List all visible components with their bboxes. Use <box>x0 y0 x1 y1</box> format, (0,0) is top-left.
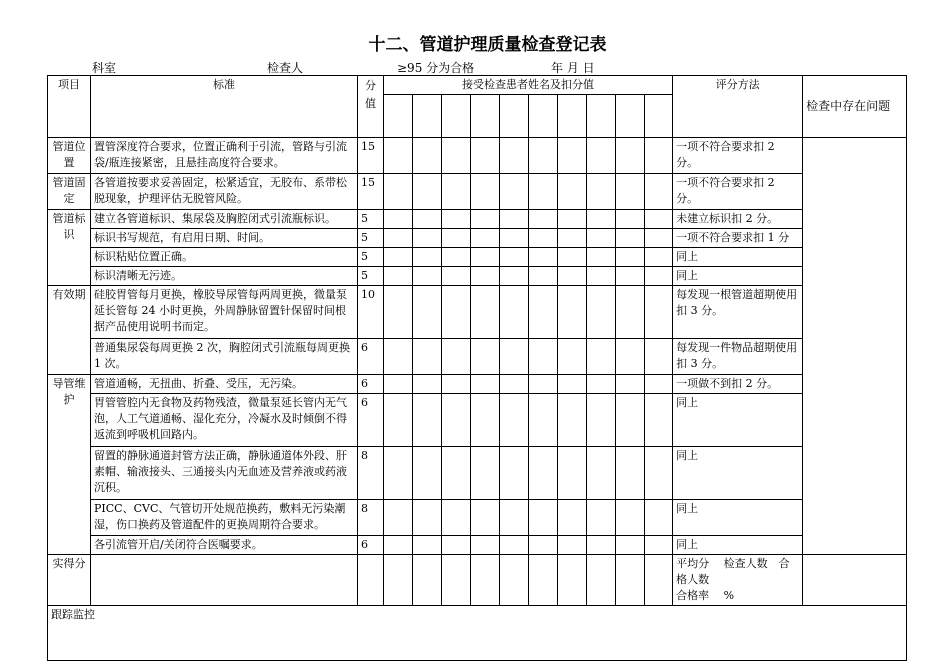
method-cell: 一项不符合要求扣 2 分。 <box>673 174 803 210</box>
deduction-cell[interactable] <box>500 229 529 248</box>
deduction-cell[interactable] <box>471 447 500 500</box>
deduction-cell[interactable] <box>413 375 442 394</box>
deduction-cell[interactable] <box>587 138 616 174</box>
deduction-cell[interactable] <box>471 536 500 555</box>
deduction-cell[interactable] <box>616 500 645 536</box>
header-method: 评分方法 <box>673 76 803 138</box>
deduction-cell[interactable] <box>442 375 471 394</box>
standard-cell: 标识粘贴位置正确。 <box>91 248 358 267</box>
deduction-cell[interactable] <box>384 339 413 375</box>
deduction-cell[interactable] <box>558 210 587 229</box>
standard-cell: 硅胶胃管每月更换，橡胶导尿管每两周更换，微量泵延长管每 24 小时更换，外周静脉留置针保留时间根据产品使用说明书而定。 <box>91 286 358 339</box>
table-row <box>48 339 907 375</box>
method-cell: 未建立标识扣 2 分。 <box>673 210 803 229</box>
tracking-cell[interactable] <box>48 606 907 661</box>
deduction-cell[interactable] <box>413 500 442 536</box>
method-cell: 同上 <box>673 267 803 286</box>
deduction-cell[interactable] <box>413 339 442 375</box>
deduction-cell[interactable] <box>442 286 471 339</box>
deduction-cell[interactable] <box>500 248 529 267</box>
deduction-cell[interactable] <box>587 174 616 210</box>
score-cell: 15 <box>358 138 384 174</box>
deduction-cell[interactable] <box>413 174 442 210</box>
form-title: 十二、管道护理质量检查登记表 <box>368 35 607 55</box>
standard-cell: PICC、CVC、气管切开处规范换药，敷料无污染潮湿，伤口换药及管道配件的更换周期符合要求。 <box>91 500 358 536</box>
deduction-cell[interactable] <box>616 229 645 248</box>
deduction-cell[interactable] <box>645 248 673 267</box>
method-cell: 一项不符合要求扣 1 分 <box>673 229 803 248</box>
deduction-cell[interactable] <box>529 286 558 339</box>
deduction-cell[interactable] <box>442 500 471 536</box>
deduction-cell[interactable] <box>558 248 587 267</box>
total-score-cell[interactable] <box>413 555 442 606</box>
deduction-cell[interactable] <box>616 267 645 286</box>
patient-score-cell[interactable] <box>558 95 587 138</box>
patient-score-cell[interactable] <box>616 95 645 138</box>
deduction-cell[interactable] <box>645 500 673 536</box>
method-cell: 同上 <box>673 500 803 536</box>
table-row <box>48 229 907 248</box>
summary-line-2: 合格率 % <box>676 589 735 602</box>
header-item: 项目 <box>48 76 91 138</box>
deduction-cell[interactable] <box>384 229 413 248</box>
standard-cell: 各管道按要求妥善固定，松紧适宜，无胶布、系带松脱现象，护理评估无脱管风险。 <box>91 174 358 210</box>
deduction-cell[interactable] <box>558 267 587 286</box>
deduction-cell[interactable] <box>645 375 673 394</box>
deduction-cell[interactable] <box>413 447 442 500</box>
deduction-cell[interactable] <box>645 267 673 286</box>
table-row <box>48 138 907 174</box>
method-cell: 同上 <box>673 447 803 500</box>
deduction-cell[interactable] <box>413 394 442 447</box>
header-issues: 检查中存在问题 <box>803 76 907 138</box>
total-label: 实得分 <box>48 555 91 606</box>
deduction-cell[interactable] <box>500 375 529 394</box>
score-cell: 8 <box>358 500 384 536</box>
deduction-cell[interactable] <box>645 394 673 447</box>
deduction-cell[interactable] <box>442 536 471 555</box>
header-patients: 接受检查患者姓名及扣分值 <box>384 76 673 95</box>
score-cell: 5 <box>358 248 384 267</box>
deduction-cell[interactable] <box>616 286 645 339</box>
deduction-cell[interactable] <box>442 447 471 500</box>
deduction-cell[interactable] <box>471 267 500 286</box>
total-summary <box>673 555 803 606</box>
standard-cell: 建立各管道标识、集尿袋及胸腔闭式引流瓶标识。 <box>91 210 358 229</box>
deduction-cell[interactable] <box>645 174 673 210</box>
table-row <box>48 267 907 286</box>
deduction-cell[interactable] <box>384 500 413 536</box>
standard-cell: 标识清晰无污迹。 <box>91 267 358 286</box>
deduction-cell[interactable] <box>500 286 529 339</box>
deduction-cell[interactable] <box>587 267 616 286</box>
patient-score-cell[interactable] <box>587 95 616 138</box>
deduction-cell[interactable] <box>500 394 529 447</box>
deduction-cell[interactable] <box>529 210 558 229</box>
score-cell: 5 <box>358 229 384 248</box>
score-cell: 6 <box>358 394 384 447</box>
deduction-cell[interactable] <box>500 536 529 555</box>
patient-score-cell[interactable] <box>500 95 529 138</box>
deduction-cell[interactable] <box>384 267 413 286</box>
deduction-cell[interactable] <box>500 500 529 536</box>
inspection-table <box>47 75 907 661</box>
deduction-cell[interactable] <box>500 210 529 229</box>
table-row <box>48 536 907 555</box>
deduction-cell[interactable] <box>442 394 471 447</box>
dept-label: 科室 <box>92 61 117 75</box>
deduction-cell[interactable] <box>442 210 471 229</box>
deduction-cell[interactable] <box>587 375 616 394</box>
category-cell: 管道固定 <box>48 174 91 210</box>
score-cell: 8 <box>358 447 384 500</box>
deduction-cell[interactable] <box>471 229 500 248</box>
deduction-cell[interactable] <box>384 210 413 229</box>
total-standard-cell <box>91 555 358 606</box>
deduction-cell[interactable] <box>558 138 587 174</box>
deduction-cell[interactable] <box>645 138 673 174</box>
deduction-cell[interactable] <box>645 339 673 375</box>
table-row <box>48 375 907 394</box>
deduction-cell[interactable] <box>558 375 587 394</box>
table-row <box>48 500 907 536</box>
deduction-cell[interactable] <box>413 138 442 174</box>
deduction-cell[interactable] <box>645 447 673 500</box>
total-score-cell[interactable] <box>529 555 558 606</box>
deduction-cell[interactable] <box>558 447 587 500</box>
deduction-cell[interactable] <box>616 138 645 174</box>
deduction-cell[interactable] <box>558 339 587 375</box>
deduction-cell[interactable] <box>384 174 413 210</box>
summary-line-1: 平均分 检查人数 合格人数 <box>676 557 790 586</box>
total-score-cell[interactable] <box>645 555 673 606</box>
deduction-cell[interactable] <box>558 229 587 248</box>
deduction-cell[interactable] <box>529 447 558 500</box>
standard-cell: 管道通畅，无扭曲、折叠、受压，无污染。 <box>91 375 358 394</box>
deduction-cell[interactable] <box>384 138 413 174</box>
deduction-cell[interactable] <box>384 248 413 267</box>
deduction-cell[interactable] <box>587 248 616 267</box>
deduction-cell[interactable] <box>645 229 673 248</box>
deduction-cell[interactable] <box>384 394 413 447</box>
deduction-cell[interactable] <box>587 536 616 555</box>
deduction-cell[interactable] <box>529 248 558 267</box>
deduction-cell[interactable] <box>558 174 587 210</box>
deduction-cell[interactable] <box>500 174 529 210</box>
deduction-cell[interactable] <box>616 174 645 210</box>
deduction-cell[interactable] <box>587 210 616 229</box>
deduction-cell[interactable] <box>413 248 442 267</box>
category-cell: 管道标识 <box>48 210 91 286</box>
deduction-cell[interactable] <box>558 394 587 447</box>
pass-criteria: ≥95 分为合格 <box>397 61 475 75</box>
deduction-cell[interactable] <box>645 536 673 555</box>
deduction-cell[interactable] <box>616 248 645 267</box>
deduction-cell[interactable] <box>384 536 413 555</box>
deduction-cell[interactable] <box>471 375 500 394</box>
deduction-cell[interactable] <box>471 286 500 339</box>
deduction-cell[interactable] <box>529 138 558 174</box>
deduction-cell[interactable] <box>529 500 558 536</box>
deduction-cell[interactable] <box>587 339 616 375</box>
patient-score-cell[interactable] <box>442 95 471 138</box>
score-cell: 6 <box>358 536 384 555</box>
standard-cell: 胃管管腔内无食物及药物残渣，微量泵延长管内无气泡，人工气道通畅、湿化充分，冷凝水及时倾倒不得返流到呼吸机回路内。 <box>91 394 358 447</box>
deduction-cell[interactable] <box>616 339 645 375</box>
total-score-cell[interactable] <box>384 555 413 606</box>
patient-score-cell[interactable] <box>529 95 558 138</box>
tracking-label: 跟踪监控 <box>51 608 95 621</box>
method-cell: 每发现一根管道超期使用扣 3 分。 <box>673 286 803 339</box>
deduction-cell[interactable] <box>587 500 616 536</box>
deduction-cell[interactable] <box>442 267 471 286</box>
deduction-cell[interactable] <box>529 339 558 375</box>
table-row <box>48 286 907 339</box>
deduction-cell[interactable] <box>616 447 645 500</box>
deduction-cell[interactable] <box>500 447 529 500</box>
standard-cell: 普通集尿袋每周更换 2 次，胸腔闭式引流瓶每周更换 1 次。 <box>91 339 358 375</box>
score-cell: 15 <box>358 174 384 210</box>
deduction-cell[interactable] <box>413 267 442 286</box>
deduction-cell[interactable] <box>384 375 413 394</box>
deduction-cell[interactable] <box>413 286 442 339</box>
deduction-cell[interactable] <box>442 138 471 174</box>
table-row <box>48 394 907 447</box>
table-row <box>48 447 907 500</box>
score-cell: 5 <box>358 210 384 229</box>
score-cell: 5 <box>358 267 384 286</box>
standard-cell: 留置的静脉通道封管方法正确，静脉通道体外段、肝素帽、输液接头、三通接头内无血迹及营养液或药液沉积。 <box>91 447 358 500</box>
method-cell: 一项做不到扣 2 分。 <box>673 375 803 394</box>
score-cell: 6 <box>358 339 384 375</box>
deduction-cell[interactable] <box>442 248 471 267</box>
method-cell: 每发现一件物品超期使用扣 3 分。 <box>673 339 803 375</box>
deduction-cell[interactable] <box>413 536 442 555</box>
total-score-cell[interactable] <box>587 555 616 606</box>
deduction-cell[interactable] <box>616 536 645 555</box>
deduction-cell[interactable] <box>529 174 558 210</box>
deduction-cell[interactable] <box>442 229 471 248</box>
header-row <box>48 76 907 95</box>
method-cell: 同上 <box>673 248 803 267</box>
deduction-cell[interactable] <box>384 447 413 500</box>
total-score-cell[interactable] <box>616 555 645 606</box>
date-label: 年 月 日 <box>551 61 595 75</box>
table-row <box>48 174 907 210</box>
deduction-cell[interactable] <box>558 286 587 339</box>
method-cell: 同上 <box>673 394 803 447</box>
deduction-cell[interactable] <box>645 210 673 229</box>
header-score: 分值 <box>358 76 384 138</box>
deduction-cell[interactable] <box>587 394 616 447</box>
deduction-cell[interactable] <box>471 500 500 536</box>
deduction-cell[interactable] <box>471 174 500 210</box>
category-cell: 有效期 <box>48 286 91 375</box>
deduction-cell[interactable] <box>529 536 558 555</box>
tracking-row <box>48 606 907 661</box>
deduction-cell[interactable] <box>529 267 558 286</box>
table-row <box>48 210 907 229</box>
table-row <box>48 248 907 267</box>
deduction-cell[interactable] <box>471 339 500 375</box>
deduction-cell[interactable] <box>529 394 558 447</box>
deduction-cell[interactable] <box>413 210 442 229</box>
deduction-cell[interactable] <box>500 138 529 174</box>
deduction-cell[interactable] <box>558 536 587 555</box>
deduction-cell[interactable] <box>471 138 500 174</box>
deduction-cell[interactable] <box>587 229 616 248</box>
score-cell: 6 <box>358 375 384 394</box>
total-score-cell[interactable] <box>500 555 529 606</box>
standard-cell: 标识书写规范，有启用日期、时间。 <box>91 229 358 248</box>
deduction-cell[interactable] <box>442 339 471 375</box>
deduction-cell[interactable] <box>529 229 558 248</box>
category-cell: 管道位置 <box>48 138 91 174</box>
total-row <box>48 555 907 606</box>
patient-score-cell[interactable] <box>413 95 442 138</box>
standard-cell: 置管深度符合要求，位置正确利于引流，管路与引流袋/瓶连接紧密，且悬挂高度符合要求。 <box>91 138 358 174</box>
deduction-cell[interactable] <box>616 210 645 229</box>
deduction-cell[interactable] <box>384 286 413 339</box>
method-cell: 同上 <box>673 536 803 555</box>
deduction-cell[interactable] <box>471 248 500 267</box>
deduction-cell[interactable] <box>500 267 529 286</box>
deduction-cell[interactable] <box>442 174 471 210</box>
deduction-cell[interactable] <box>471 210 500 229</box>
patient-score-cell[interactable] <box>471 95 500 138</box>
deduction-cell[interactable] <box>645 286 673 339</box>
score-cell: 10 <box>358 286 384 339</box>
deduction-cell[interactable] <box>558 500 587 536</box>
deduction-cell[interactable] <box>500 339 529 375</box>
deduction-cell[interactable] <box>587 286 616 339</box>
deduction-cell[interactable] <box>616 375 645 394</box>
header-standard: 标准 <box>91 76 358 138</box>
total-score-cell[interactable] <box>442 555 471 606</box>
deduction-cell[interactable] <box>413 229 442 248</box>
total-score-cell[interactable] <box>471 555 500 606</box>
deduction-cell[interactable] <box>616 394 645 447</box>
total-score-cell[interactable] <box>358 555 384 606</box>
issues-cell[interactable] <box>803 138 907 555</box>
inspector-label: 检查人 <box>267 61 304 75</box>
category-cell: 导管维护 <box>48 375 91 555</box>
total-issues-cell[interactable] <box>803 555 907 606</box>
standard-cell: 各引流管开启/关闭符合医嘱要求。 <box>91 536 358 555</box>
patient-score-cell[interactable] <box>645 95 673 138</box>
method-cell: 一项不符合要求扣 2 分。 <box>673 138 803 174</box>
deduction-cell[interactable] <box>529 375 558 394</box>
patient-score-cell[interactable] <box>384 95 413 138</box>
deduction-cell[interactable] <box>471 394 500 447</box>
deduction-cell[interactable] <box>587 447 616 500</box>
total-score-cell[interactable] <box>558 555 587 606</box>
